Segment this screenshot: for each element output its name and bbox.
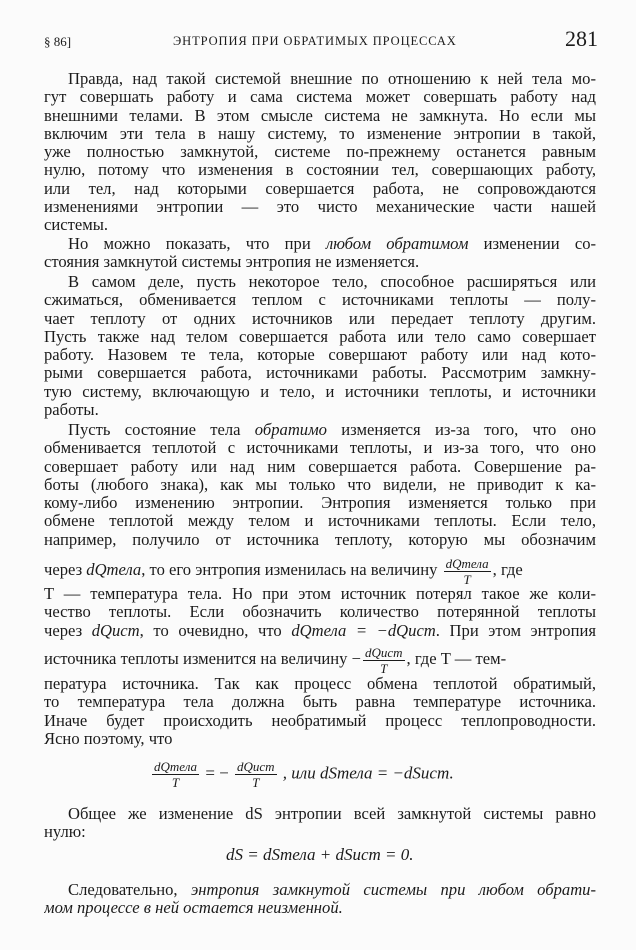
text-line: Ясно поэтому, что [44,729,173,748]
text-line: чает теплоту от одних источников или передает теплоту другим. [44,309,596,328]
fraction-right [235,760,277,789]
text-line: например, получило от источника теплоту, которую мы обозначим [44,530,596,549]
paragraph-1 [44,70,596,235]
text-line: стояния замкнутой системы энтропия не изменяется. [44,253,420,272]
numerator: dQист [237,759,275,774]
section-number: § 86] [44,34,72,49]
equals-minus: = − [205,763,229,783]
numerator: dQист [364,644,403,660]
minus-sign: − [351,649,361,668]
emphasis: энтропия замкнутой системы при любом обрати- [190,881,596,899]
text-line: обмене теплотой между телом и источниками теплоты. Если тело, [44,512,596,531]
paragraph-4-cont [44,585,596,640]
text-run: Но можно показать, что при [68,235,326,253]
text-run: , то его энтропия изменилась на величину [141,560,442,579]
math-dq-body: dQтела [86,560,142,579]
denominator: T [463,571,471,587]
text-line: нулю: [44,823,86,842]
equation-tail: , или dSтела = −dSист. [282,763,454,783]
fraction-dq-src-over-t [363,646,405,675]
text-run: изменяется из-за того, что оно [326,421,596,439]
denominator: T [252,775,260,790]
text-line [44,622,596,640]
text-line: внешними телами. В этом смысле система не замкнута. Но если мы [44,106,596,125]
text-line: гут совершать работу и сама система может совершать работу над [44,88,596,107]
text-run: изменении со- [468,235,596,253]
equation-1 [150,760,454,789]
text-line: системы. [44,216,109,235]
text-line: Правда, над такой системой внешние по отношению к ней тела мо- [68,70,596,88]
text-line [44,421,596,439]
paragraph-4 [44,421,596,549]
emphasis: мом процессе в ней остается неизменной. [44,899,343,918]
text-run: . При этом энтропия [435,621,596,640]
fraction-left [152,760,199,789]
text-line: чество теплоты. Если обозначить количество потерянной теплоты [44,603,596,622]
text-line [44,899,596,917]
text-line: боты (любого знака), как мы только что видели, не приводит к ка- [44,475,596,494]
emphasis: любом обратимом [325,235,469,253]
text-line: рыми совершается работа, источниками работы. Рассмотрим замкну- [44,364,596,383]
paragraph-3 [44,273,596,419]
text-line: В самом деле, пусть некоторое тело, способное расширяться или [68,273,596,291]
text-line: работы. [44,401,99,420]
text-line-fraction-2 [44,642,596,676]
text-line: кому-либо изменению энтропии. Энтропия изменяется только при [44,494,596,513]
text-line: T — температура тела. Но при этом источник потерял такое же коли- [44,585,596,603]
denominator: T [171,775,180,790]
math-dq-equality: dQтела = −dQист [291,621,436,640]
text-line: то температура тела должна быть равна температуре источника. [44,693,596,712]
text-run: источника теплоты изменится на величину [44,649,352,668]
text-line [44,881,596,899]
numerator: dQтела [445,555,489,571]
text-line: тую систему, включающую и тело, и источники теплоты, и источники [44,382,596,401]
text-line: пература источника. Так как процесс обмена теплотой обратимый, [44,675,596,693]
text-run: Пусть состояние тела [68,421,255,439]
equation-2: dS = dSтела + dSист = 0. [226,845,414,864]
text-line: Иначе будет происходить необратимый процесс теплопроводности. [44,711,596,730]
text-line: изменениями энтропии — это чисто механические части нашей [44,198,596,217]
text-line: Пусть также над телом совершается работа или тело само совершает [44,327,596,346]
numerator: dQтела [154,759,198,774]
paragraph-2 [44,235,596,272]
paragraph-4-tail [44,675,596,748]
math-dq-src: dQист [91,621,140,640]
text-line: работу. Назовем те тела, которые совершают работу или над кото- [44,346,596,365]
fraction-dq-body-over-t [444,557,491,586]
text-line: включим эти тела в нашу систему, то изменение энтропии в такой, [44,124,596,143]
text-run: , где T — тем- [406,649,507,668]
text-line: сжиматься, обменивается теплом с источниками теплоты — полу- [44,291,596,310]
text-run: через [44,560,87,579]
text-line: нулю, потому что изменения в состоянии тел, совершающих работу, [44,161,596,180]
paragraph-6 [44,881,596,918]
text-line-fraction-1 [44,553,596,587]
text-line: или тел, над которыми совершается работа, не сопровождаются [44,179,596,198]
text-line: уже полностью замкнутой, системе по-прежнему останется равным [44,143,596,162]
page-number: 281 [565,26,598,51]
page-header [0,26,636,60]
denominator: T [380,660,388,676]
paragraph-5 [44,805,596,842]
text-line: обменивается теплотой с источниками теплоты, и из-за того, что оно [44,439,596,458]
emphasis: обратимо [254,421,327,439]
text-run: через [44,621,92,640]
text-line: Общее же изменение dS энтропии всей замкнутой системы равно [68,805,596,823]
text-run: , то очевидно, что [139,621,292,640]
text-line [44,235,596,253]
running-title: ЭНТРОПИЯ ПРИ ОБРАТИМЫХ ПРОЦЕССАХ [173,34,457,48]
text-run: , где [492,560,523,579]
text-line: совершает работу или над ним совершается работа. Совершение ра- [44,457,596,476]
text-run: Следовательно, [68,881,191,899]
